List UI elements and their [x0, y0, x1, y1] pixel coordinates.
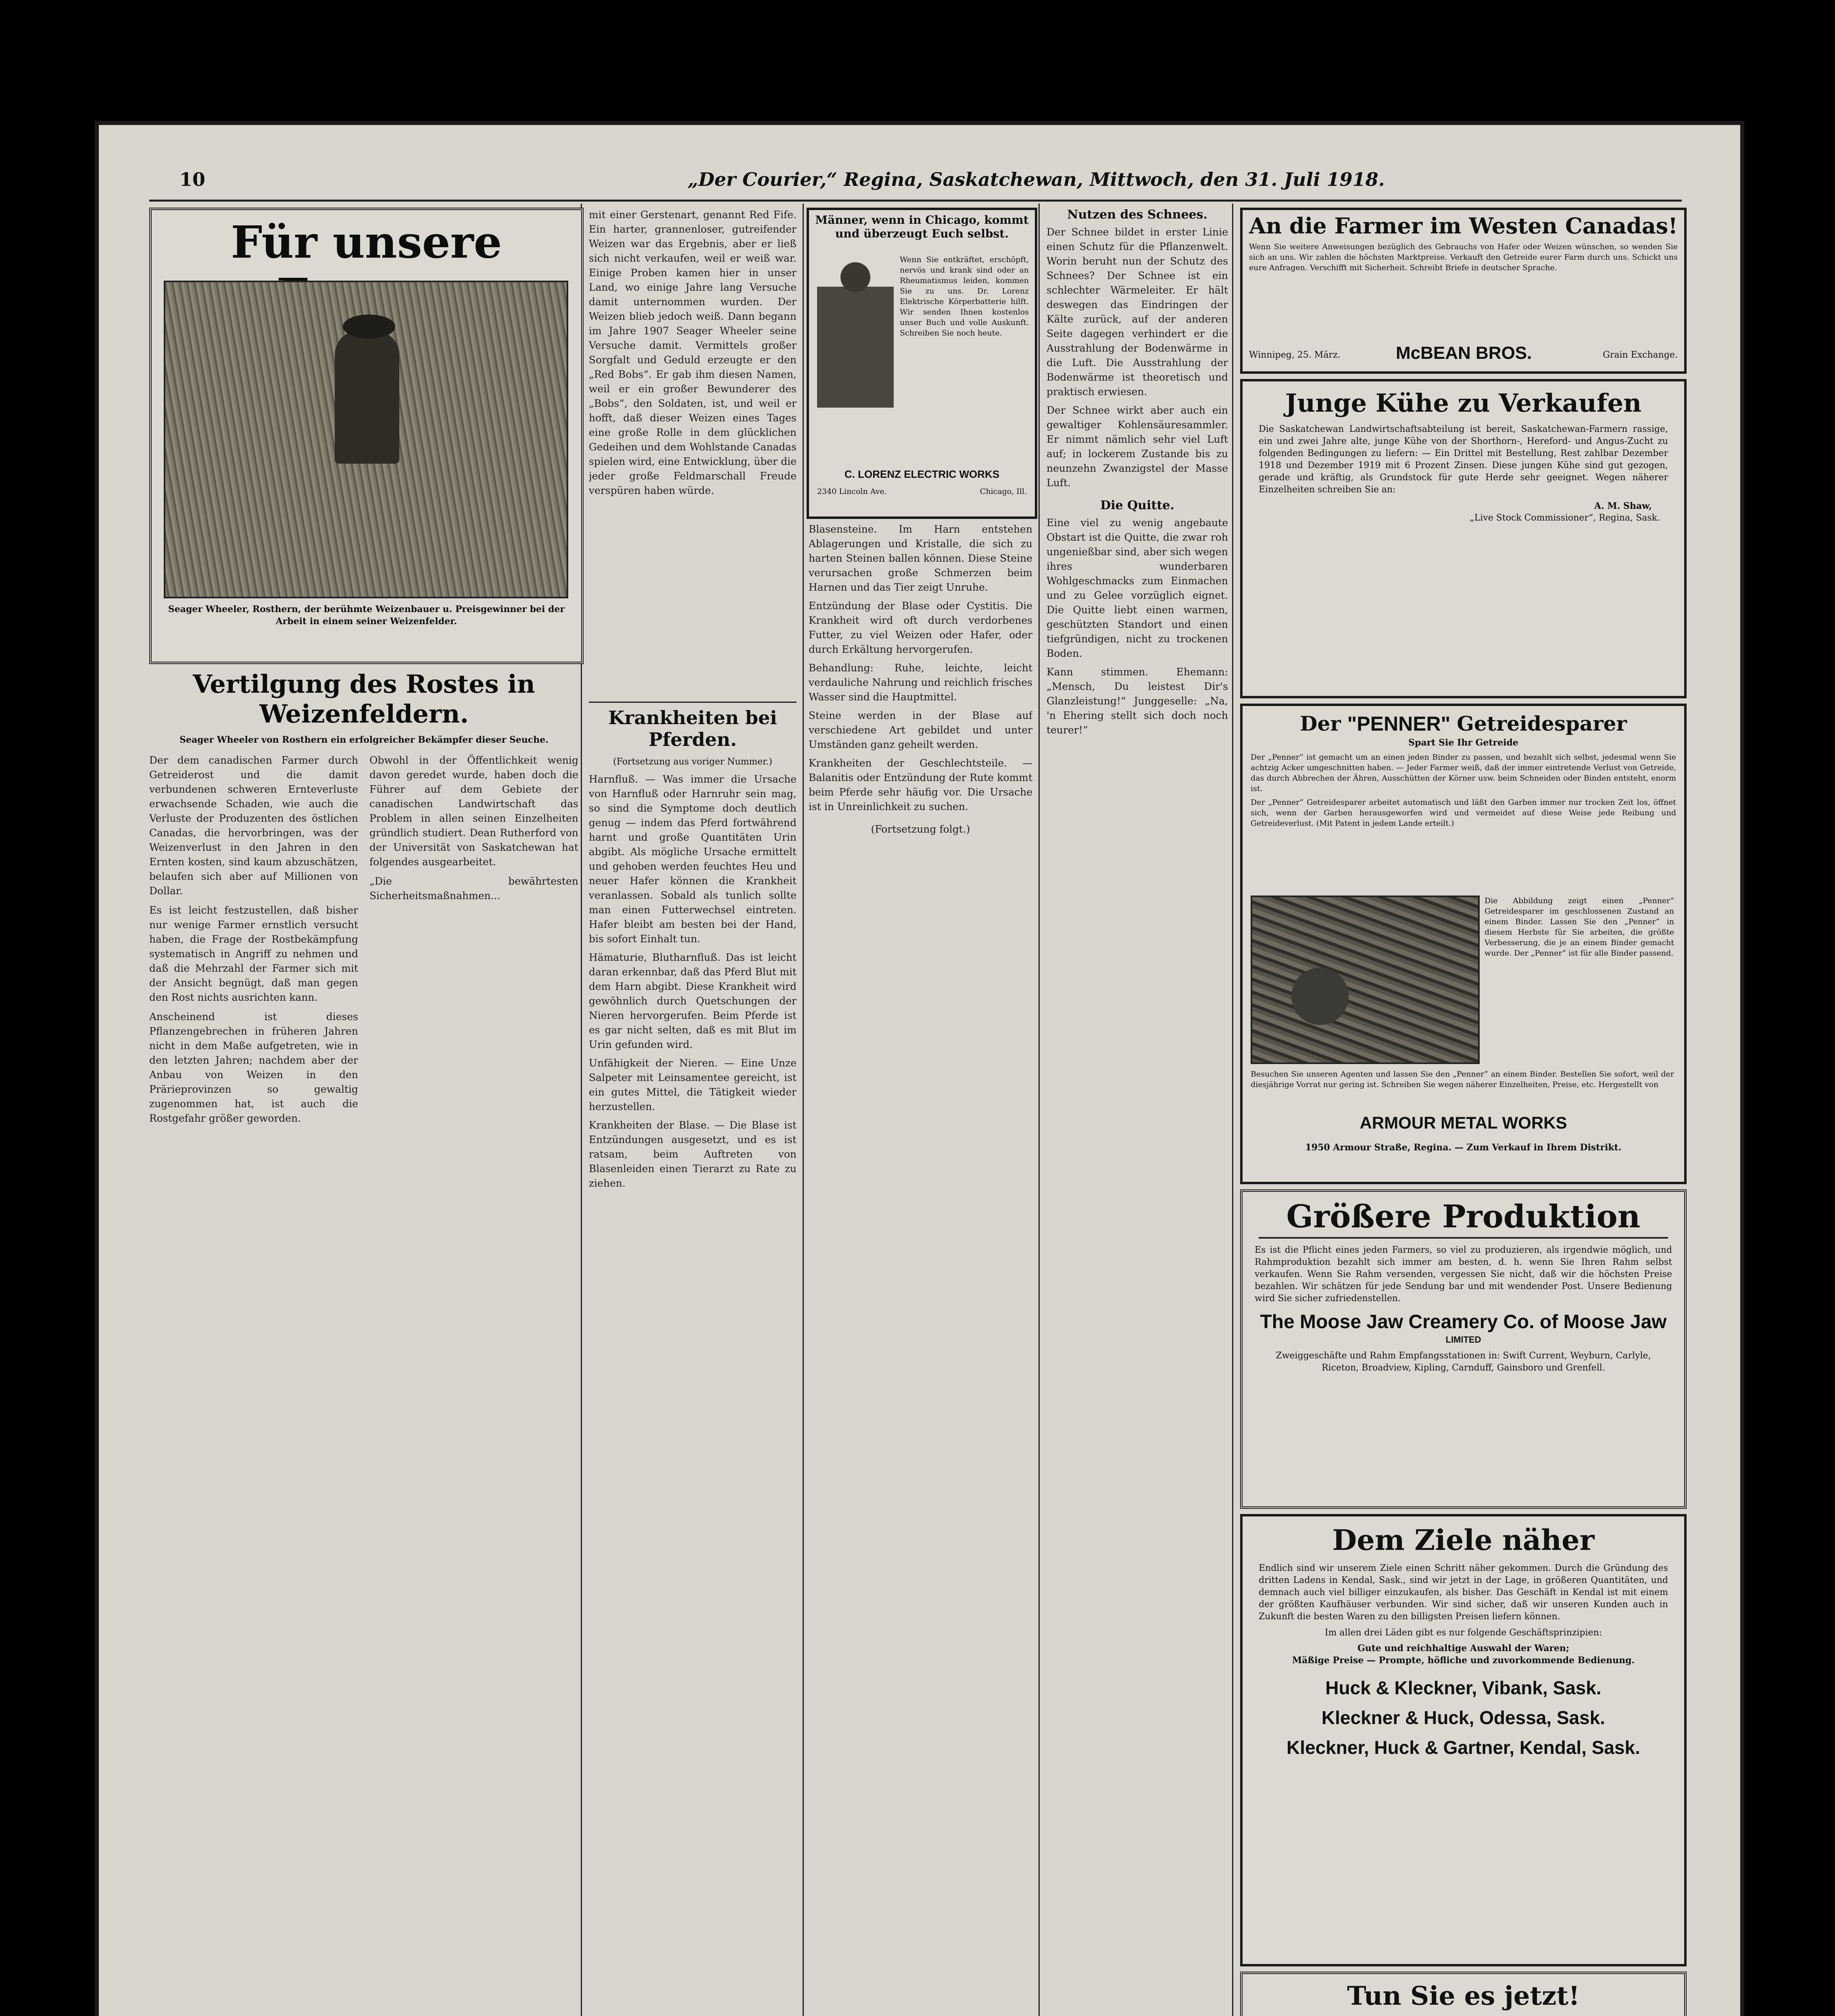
rost-paragraph: „Die bewährtesten Sicherheitsmaßnahmen...: [369, 875, 578, 902]
snow-paragraph: Steine werden in der Blase auf verschiedene Art gebildet und unter Umständen ganz geheilt werden.: [809, 710, 1032, 750]
creamery-company: The Moose Jaw Creamery Co. of Moose Jaw: [1260, 1311, 1667, 1333]
store-principle-1: Gute und reichhaltige Auswahl der Waren;: [1357, 1643, 1570, 1654]
lorenz-ad-city: Chicago, Ill.: [980, 487, 1027, 496]
penner-title-post: Getreidesparer: [1457, 712, 1627, 735]
capsule-ad-title: Tun Sie es jetzt!: [1347, 1981, 1580, 2011]
lorenz-ad-body: Wenn Sie entkräftet, erschöpft, nervös und krank sind oder an Rheumatismus leiden, kommen Sie zu uns. Dr. Lorenz Elektrische Körperbatterie hilft. Wir senden Ihnen kostenlos unser Buch und volle Auskunft. Schreiben Sie noch heute.: [900, 255, 1029, 337]
mcbean-place: Winnipeg, 25. März.: [1249, 350, 1341, 360]
quitte-article-title: Die Quitte.: [1100, 498, 1174, 512]
lorenz-ad-address: 2340 Lincoln Ave.: [817, 487, 887, 496]
creamery-ad: [1240, 1189, 1687, 1509]
bladder-column: [809, 522, 1032, 2016]
bladder-paragraph: Blasensteine. Im Harn entstehen Ablagerungen und Kristalle, die sich zu harten Steinen ballen können. Diese Steine verursachen große Schmerzen beim Harnen und das Tier zeigt Unruhe.: [809, 523, 1032, 593]
snow-column: [1047, 208, 1228, 2016]
rost-paragraph: Es ist leicht festzustellen, daß bisher nur wenige Farmer ernstlich versucht haben, die Frage der Rostbekämpfung systematisch in Angriff zu nehmen und daß die Mehrzahl der Farmer sich mit der Ansicht begnügt, daß man gegen den Rost nichts ausrichten kann.: [149, 904, 358, 1003]
man-figure-illustration: [817, 254, 894, 444]
rost-paragraph: Der dem canadischen Farmer durch Getreiderost und die damit verbundenen schweren Ernteverluste erwachsende Schaden, wie auch die Verluste der Produzenten des östlichen Canadas, die hervorbringen, was der Weizenverlust in den Jahren in den Ernten kosten, sind kaum abzuschätzen, belaufen sich aber auf Millionen von Dollar.: [149, 754, 358, 897]
horse-article-continued: (Fortsetzung aus voriger Nummer.): [613, 757, 772, 767]
section-rule: [589, 702, 797, 703]
store-ad-body: Endlich sind wir unserem Ziele einen Schritt näher gekommen. Durch die Gründung des dritten Ladens in Kendal, Sask., sind wir jetzt in der Lage, in größeren Quantitäten, und demnach auch viel billiger einzukaufen, als bisher. Das Geschäft in Kendal ist mit einem der größten Kaufhäuser verbunden. Wir sind sicher, daß wir unseren Kunden auch in Zukunft die besten Waren zu den billigsten Preisen liefern können.: [1259, 1563, 1668, 1622]
snow-paragraph: Der Schnee wirkt aber auch ein gewaltiger Kohlensäuresammler. Er nimmt nämlich sehr viel Luft auf; in lockerem Zustande bis zu neunzehn Zwanzigstel der Masse Luft.: [1047, 404, 1228, 489]
newspaper-page: [95, 121, 1744, 2016]
store-principle-2: Mäßige Preise — Prompte, höfliche und zuvorkommende Bedienung.: [1292, 1655, 1635, 1666]
farmer-section-box: [149, 208, 584, 664]
horse-article: [589, 702, 797, 1871]
cows-ad-contact: A. M. Shaw,: [1594, 501, 1652, 511]
penner-address: 1950 Armour Straße, Regina. — Zum Verkauf in Ihrem Distrikt.: [1305, 1142, 1622, 1153]
lorenz-ad-company: C. LORENZ ELECTRIC WORKS: [844, 468, 1000, 480]
bladder-paragraph: Entzündung der Blase oder Cystitis. Die Krankheit wird oft durch verdorbenes Futter, zu viel Weizen oder Hafer, oder durch Erkältung hervorgerufen.: [809, 600, 1032, 655]
mcbean-notice-body: Wenn Sie weitere Anweisungen bezüglich des Gebrauchs von Hafer oder Weizen wünschen, so wenden Sie sich an uns. Wir zahlen die höchsten Marktpreise. Verkauft den Getreide eurer Farm durch uns. Schickt uns eure Anfragen. Verschifft mit Sicherheit. Schreibt Briefe in deutscher Sprache.: [1249, 242, 1678, 272]
quitte-paragraph: Kann stimmen. Ehemann: „Mensch, Du leistest Dir's Glanzleistung!“ Junggeselle: „Na, 'n Ehering stellt sich doch noch teurer!“: [1047, 666, 1228, 736]
penner-body: Der „Penner“ Getreidesparer arbeitet automatisch und läßt den Garben immer nur trocken Zeit los, öffnet sich, wenn der Garben herausgeworfen wird und vermeidet auf diese Weise jede Reibung und Getreideverlust. (Mit Patent in jedem Lande erteilt.): [1251, 798, 1676, 828]
cows-ad: [1240, 379, 1687, 698]
penner-tagline: Spart Sie Ihr Getreide: [1408, 737, 1518, 748]
column-rule: [1232, 204, 1233, 2016]
store-location-kendal: Kleckner, Huck & Gartner, Kendal, Sask.: [1287, 1737, 1640, 1758]
mcbean-company: McBEAN BROS.: [1396, 343, 1532, 363]
creamery-limited: LIMITED: [1445, 1335, 1481, 1345]
penner-title-brand: "PENNER": [1347, 712, 1451, 735]
rost-paragraph: Obwohl in der Öffentlichkeit wenig davon geredet wurde, haben doch die Führer auf dem Gebiete der canadischen Landwirtschaft das Problem in allen seinen Einzelheiten gründlich studiert. Dean Rutherford von der Universität von Saskatchewan hat folgendes ausgearbeitet.: [369, 754, 578, 868]
store-location-vibank: Huck & Kleckner, Vibank, Sask.: [1325, 1677, 1601, 1698]
horse-article-to-be-continued: (Fortsetzung folgt.): [871, 823, 970, 835]
lorenz-ad-headline: Männer, wenn in Chicago, kommt und überzeugt Euch selbst.: [815, 213, 1029, 240]
horse-article-title: Krankheiten bei Pferden.: [608, 707, 777, 750]
mcbean-exchange: Grain Exchange.: [1603, 350, 1678, 360]
penner-maker: ARMOUR METAL WORKS: [1360, 1113, 1567, 1132]
column-rule: [1038, 204, 1040, 2016]
store-ad: [1240, 1514, 1687, 1966]
penner-caption: Die Abbildung zeigt einen „Penner“ Getreidesparer im geschlossenen Zustand an einem Binder. Lassen Sie den „Penner“ in diesem Herbste für Sie arbeiten, die größte Verbesserung, die je an einem Binder gemacht wurde. Der „Penner“ ist für alle Binder passend.: [1485, 896, 1674, 958]
horse-paragraph: Unfähigkeit der Nieren. — Eine Unze Salpeter mit Leinsamentee gereicht, ist ein gutes Mittel, die Tätigkeit wieder herzustellen.: [589, 1057, 797, 1112]
cows-ad-body: Die Saskatchewan Landwirtschaftsabteilung ist bereit, Saskatchewan-Farmern rassige, ein und zwei Jahre alte, junge Kühe von der Shorthorn-, Hereford- und Angus-Zucht zu folgenden Bedingungen zu liefern: — Ein Drittel mit Bestellung, Rest zahlbar Dezember 1918 und Dezember 1919 mit 6 Prozent Zinsen. Diese jungen Kühe sind gut gezogen, gerade und kräftig, als Grundstock für gute Herde sehr geeignet. Wegen näherer Einzelheiten schreiben Sie an:: [1259, 424, 1668, 495]
page-number: 10: [179, 169, 206, 190]
farmer-photo-caption: Seager Wheeler, Rosthern, der berühmte Weizenbauer u. Preisgewinner bei der Arbeit in einem seiner Weizenfelder.: [168, 604, 565, 627]
column-rule: [803, 204, 804, 2016]
snow-paragraph: Der Schnee bildet in erster Linie einen Schutz für die Pflanzenwelt. Worin beruht nun der Schutz des Schnees? Der Schnee ist ein schlechter Wärmeleiter. Er hält deswegen das Eindringen der Kälte zurück, auf der anderen Seite dagegen verhindert er die Ausstrahlung der Bodenwärme in die Luft. Die Ausstrahlung der Bodenwärme ist theoretisch und praktisch erwiesen.: [1047, 226, 1228, 398]
snow-paragraph: Krankheiten der Geschlechtsteile. — Balanitis oder Entzündung der Rute kommt beim Pferde sehr häufig vor. Die Ursache ist in Unreinlichkeit zu suchen.: [809, 757, 1032, 812]
penner-ad: [1240, 704, 1687, 1184]
bladder-paragraph: Behandlung: Ruhe, leichte, leicht verdauliche Nahrung und reichlich frisches Wasser sind die Hauptmittel.: [809, 662, 1032, 703]
lorenz-medicine-ad: [807, 208, 1037, 519]
penner-title-pre: Der: [1300, 712, 1341, 735]
farmer-section-title: Für unsere: [231, 216, 502, 268]
capsule-ad: [1240, 1972, 1687, 2016]
snow-article-title: Nutzen des Schnees.: [1067, 208, 1207, 222]
store-ad-title: Dem Ziele näher: [1332, 1523, 1595, 1557]
creamery-branches: Zweiggeschäfte und Rahm Empfangsstationen in: Swift Current, Weyburn, Carlyle, Riceton, Broadview, Kipling, Carnduff, Gainsboro und Grenfell.: [1276, 1351, 1651, 1373]
masthead: „Der Courier,“ Regina, Saskatchewan, Mittwoch, den 31. Juli 1918.: [688, 169, 1385, 190]
header-rule: [149, 200, 1682, 202]
page-header: [179, 169, 1672, 197]
mcbean-notice: [1240, 208, 1687, 374]
cows-ad-contact-title: „Live Stock Commissioner“, Regina, Sask.: [1470, 513, 1660, 523]
creamery-ad-body: Es ist die Pflicht eines jeden Farmers, so viel zu produzieren, als irgendwie möglich, und Rahmproduktion bezahlt sich immer am besten, d. h. wenn Sie Ihren Rahm selbst verkaufen. Wenn Sie Rahm versenden, vergessen Sie nicht, daß wir die höchsten Preise bezahlen. Wir schätzen für jede Sendung bar und mit wendender Post. Unsere Bedienung wird Sie sicher zufriedenstellen.: [1255, 1245, 1672, 1304]
rost-article-title: Vertilgung des Rostes in Weizenfeldern.: [193, 669, 535, 729]
store-location-odessa: Kleckner & Huck, Odessa, Sask.: [1321, 1707, 1606, 1728]
quitte-paragraph: Eine viel zu wenig angebaute Obstart ist die Quitte, die zwar roh ungenießbar sind, aber sich wegen ihres wunderbaren Wohlgeschmacks zum Einmachen und zu Gelee vorzüglich eignet. Die Quitte liebt einen warmen, geschützten Standort und einen tiefgründigen, nicht zu trockenen Boden.: [1047, 517, 1228, 659]
farmer-figure: [335, 331, 399, 464]
binder-machine-illustration: [1251, 896, 1480, 1064]
penner-closing: Besuchen Sie unseren Agenten und lassen Sie den „Penner“ an einem Binder. Bestellen Sie sofort, weil der diesjährige Vorrat nur gering ist. Schreiben Sie wegen näherer Einzelheiten, Preise, etc. Hergestellt von: [1251, 1070, 1674, 1089]
farmer-photo: [164, 281, 568, 598]
store-ad-principles: Im allen drei Läden gibt es nur folgende Geschäftsprinzipien:: [1324, 1628, 1602, 1638]
mcbean-notice-title: An die Farmer im Westen Canadas!: [1249, 213, 1678, 239]
horse-paragraph: Harnfluß. — Was immer die Ursache von Harnfluß oder Harnruhr sein mag, so sind die Symptome doch deutlich genug — indem das Pferd fortwährend harnt und große Quantitäten Urin abgibt. Als mögliche Ursache ermittelt und gehoben werden feuchtes Heu und neuer Hafer können die Krankheit veranlassen. Sobald als tunlich sollte man einen Futterwechsel eintreten. Hafer bleibt am besten bei der Hand, bis sofort Einhalt tun.: [589, 773, 797, 945]
rost-paragraph: Anscheinend ist dieses Pflanzengebrechen in früheren Jahren nicht in dem Maße aufgetreten, wie in den letzten Jahren; nachdem aber der Anbau von Weizen in den Prärieprovinzen so gewaltig zugenommen hat, ist auch die Rostgefahr größer geworden.: [149, 1011, 358, 1124]
marquis-paragraph: mit einer Gerstenart, genannt Red Fife. Ein harter, grannenloser, gutreifender Weizen war das Ergebnis, aber er ließ sich nicht verkaufen, weil er weiß war. Einige Proben kamen hier in unser Land, wo einige Jahre lang Versuche damit unternommen wurden. Der Weizen blieb jedoch weiß. Dann begann im Jahre 1907 Seager Wheeler seine Versuche damit. Vermittels großer Sorgfalt und Geduld erzeugte er den „Red Bobs“. Er gab ihm diesen Namen, weil er ein großer Bewunderer des „Bobs“, den Soldaten, ist, und weil er hofft, daß dieser Weizen eines Tages eine große Rolle in dem glücklichen Gedeihen und dem Wohlstande Canadas spielen wird, eine Entwicklung, über die jeder große Feldmarschall Freude verspüren haben würde.: [589, 209, 797, 496]
creamery-ad-title: Größere Produktion: [1259, 1197, 1668, 1239]
rost-article-subtitle: Seager Wheeler von Rosthern ein erfolgreicher Bekämpfer dieser Seuche.: [179, 735, 548, 745]
cows-ad-title: Junge Kühe zu Verkaufen: [1285, 388, 1642, 418]
rost-article: [149, 669, 579, 2016]
farmer-hat: [343, 314, 395, 339]
horse-paragraph: Krankheiten der Blase. — Die Blase ist Entzündungen ausgesetzt, und es ist ratsam, beim Auftreten von Blasenleiden einen Tierarzt zu Rate zu ziehen.: [589, 1119, 797, 1189]
horse-paragraph: Hämaturie, Blutharnfluß. Das ist leicht daran erkennbar, daß das Pferd Blut mit dem Harn abgibt. Diese Krankheit wird gewöhnlich durch Quetschungen der Nieren hervorgerufen. Beim Pferde ist es gar nicht selten, daß es mit Blut im Urin gefunden wird.: [589, 952, 797, 1050]
penner-intro: Der „Penner“ ist gemacht um an einen jeden Binder zu passen, und bezahlt sich selbst, jedesmal wenn Sie achtzig Acker umgeschnitten haben. — Jeder Farmer weiß, daß der immer eintretende Verlust von Getreide, das durch Abbrechen der Ähren, Ausschütten der Körner usw. beim Schneiden oder Binden entsteht, enorm ist.: [1251, 753, 1676, 793]
marquis-article: [589, 208, 797, 696]
